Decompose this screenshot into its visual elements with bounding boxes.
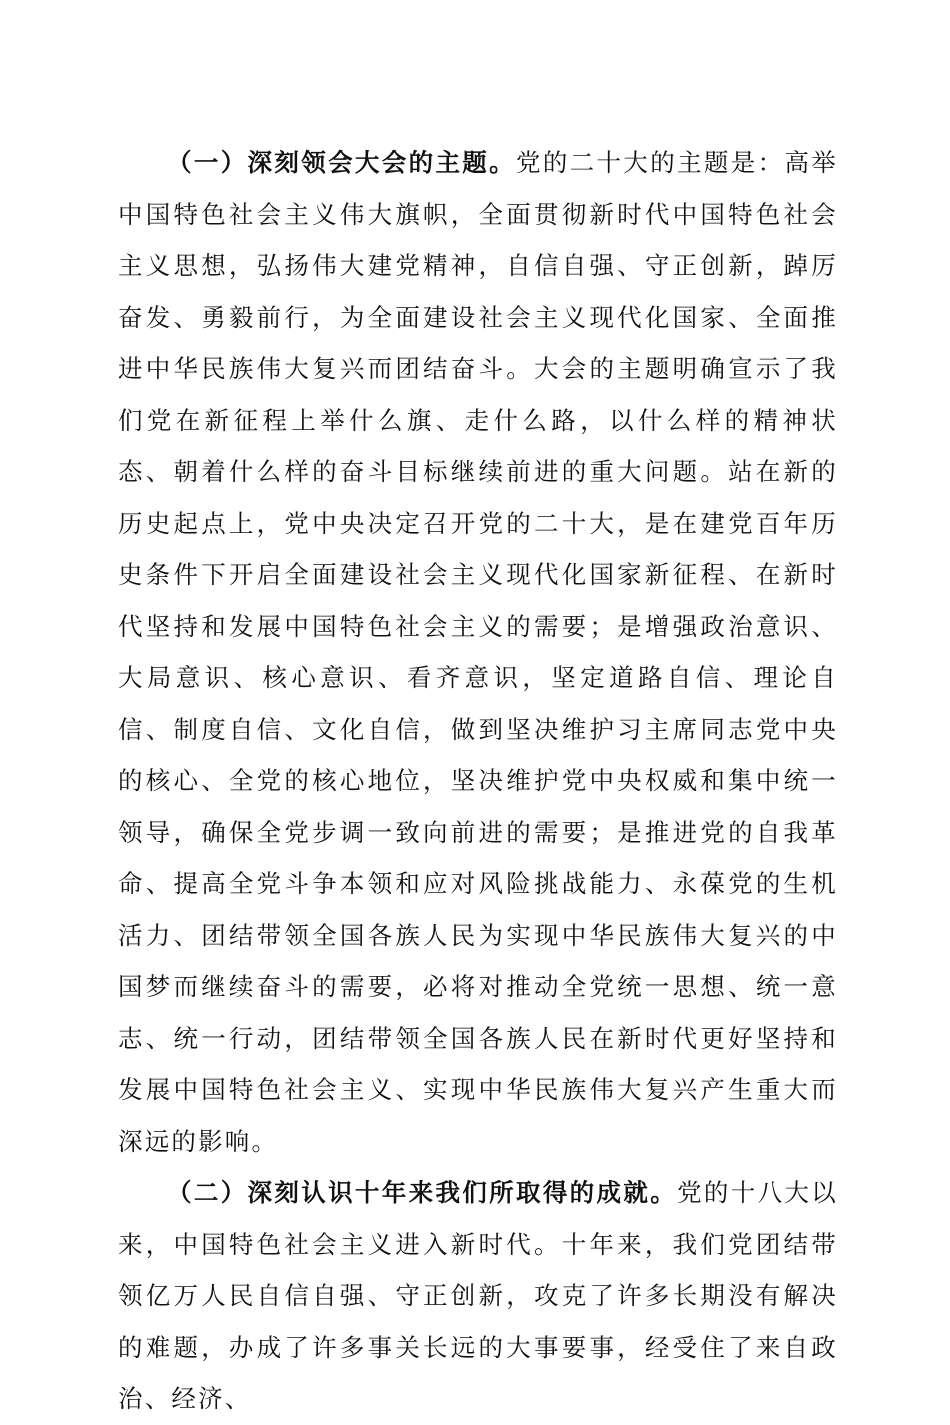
paragraph-2-heading: （二）深刻认识十年来我们所取得的成就。 <box>167 1178 678 1207</box>
document-body <box>118 137 838 1425</box>
paragraph-1-text: 党的二十大的主题是：高举中国特色社会主义伟大旗帜，全面贯彻新时代中国特色社会主义思想，弘扬伟大建党精神，自信自强、守正创新，踔厉奋发、勇毅前行，为全面建设社会主义现代化国家、全面推进中华民族伟大复兴而团结奋斗。大会的主题明确宣示了我们党在新征程上举什么旗、走什么路，以什么样的精神状态、朝着什么样的奋斗目标继续前进的重大问题。站在新的历史起点上，党中央决定召开党的二十大，是在建党百年历史条件下开启全面建设社会主义现代化国家新征程、在新时代坚持和发展中国特色社会主义的需要；是增强政治意识、大局意识、核心意识、看齐意识，坚定道路自信、理论自信、制度自信、文化自信，做到坚决维护习主席同志党中央的核心、全党的核心地位，坚决维护党中央权威和集中统一领导，确保全党步调一致向前进的需要；是推进党的自我革命、提高全党斗争本领和应对风险挑战能力、永葆党的生机活力、团结带领全国各族人民为实现中华民族伟大复兴的中国梦而继续奋斗的需要，必将对推动全党统一思想、统一意志、统一行动，团结带领全国各族人民在新时代更好坚持和发展中国特色社会主义、实现中华民族伟大复兴产生重大而深远的影响。 <box>118 148 838 1156</box>
paragraph-2 <box>118 1167 838 1425</box>
paragraph-1 <box>118 137 838 1167</box>
paragraph-2-text: 党的十八大以来，中国特色社会主义进入新时代。十年来，我们党团结带领亿万人民自信自强、守正创新，攻克了许多长期没有解决的难题，办成了许多事关长远的大事要事，经受住了来自政治、经济、 <box>118 1178 838 1413</box>
paragraph-1-heading: （一）深刻领会大会的主题。 <box>167 148 516 177</box>
